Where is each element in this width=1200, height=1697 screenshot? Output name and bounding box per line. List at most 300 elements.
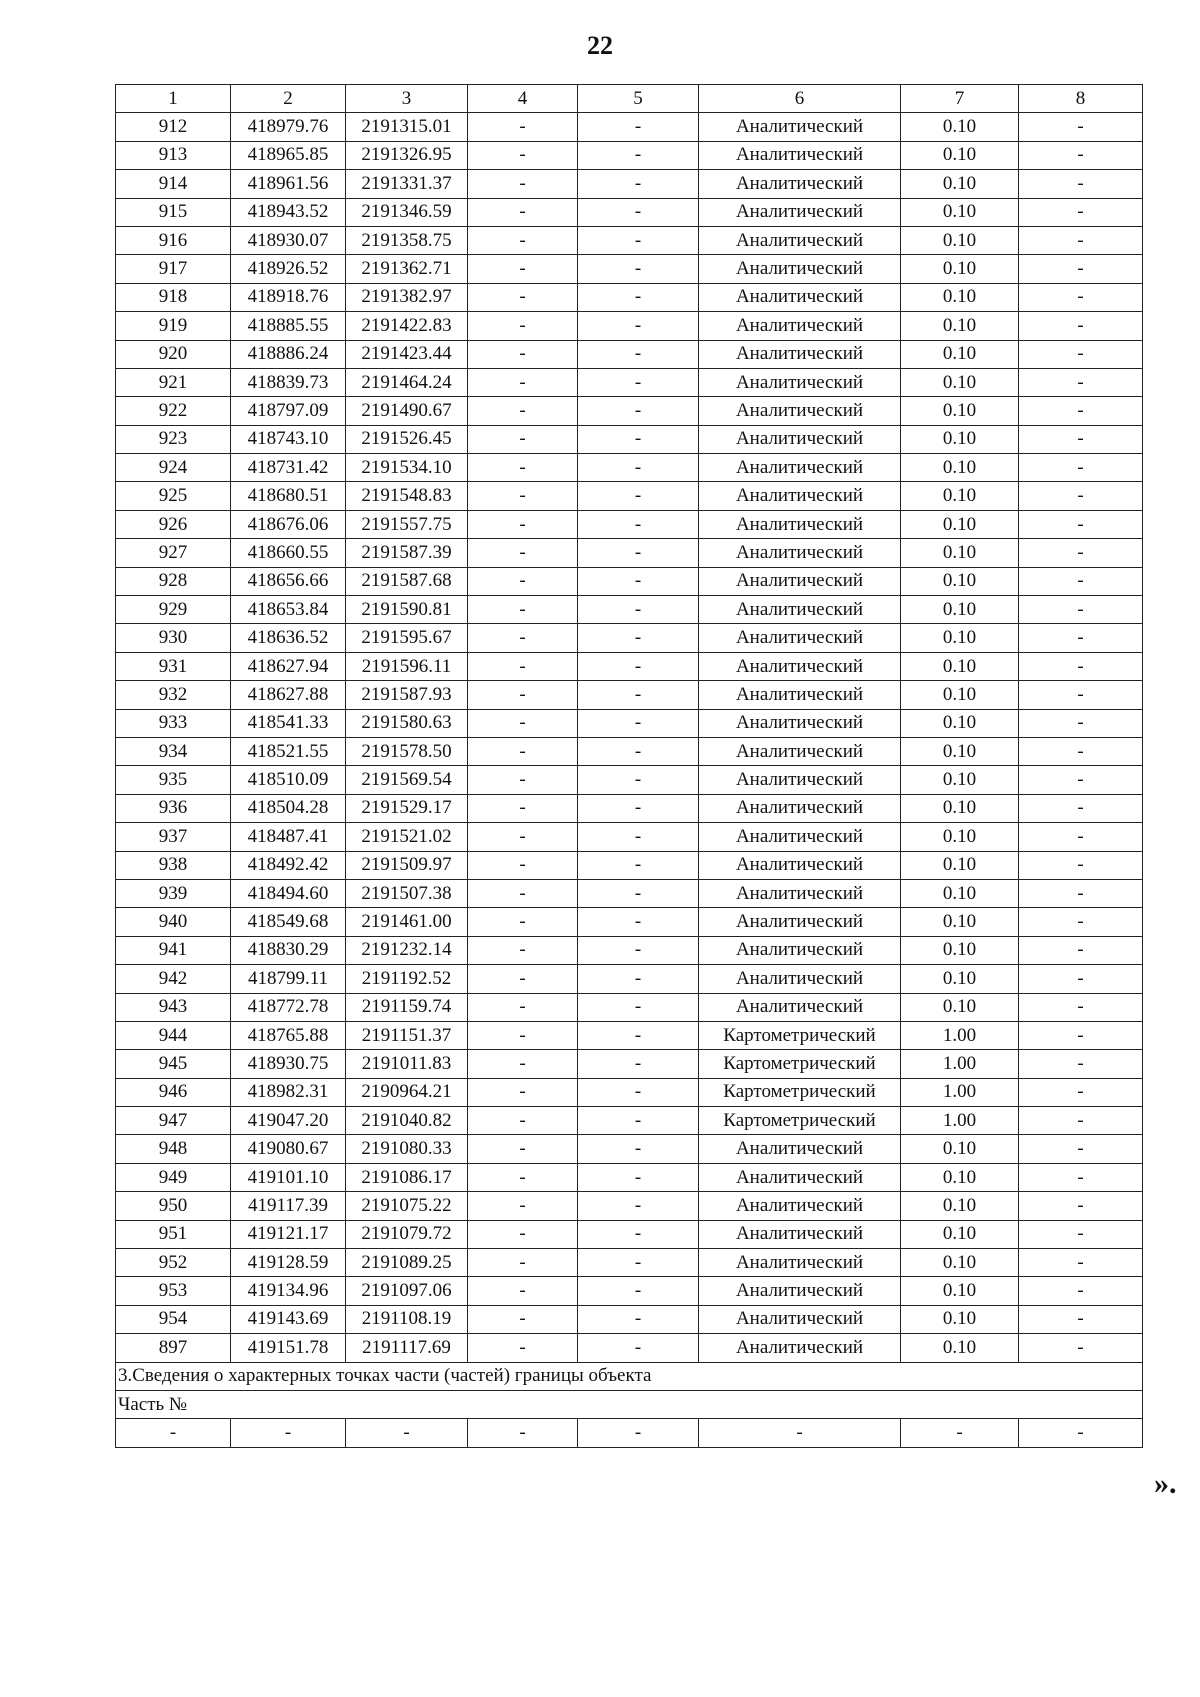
table-cell-col-7: 0.10 [901, 368, 1019, 396]
table-cell-col-3: 2191595.67 [346, 624, 468, 652]
table-cell-col-6: Аналитический [699, 624, 901, 652]
table-cell-col-4: - [468, 737, 578, 765]
table-row [116, 794, 1143, 822]
table-cell-col-3: 2191117.69 [346, 1334, 468, 1362]
table-row [116, 1334, 1143, 1362]
table-cell-col-7: - [901, 1419, 1019, 1447]
table-cell-col-7: 0.10 [901, 226, 1019, 254]
table-cell-col-5: - [578, 312, 699, 340]
table-cell-col-2: 418731.42 [231, 454, 346, 482]
table-cell-col-1: 936 [116, 794, 231, 822]
table-row [116, 482, 1143, 510]
table-row [116, 936, 1143, 964]
table-cell-col-2: 418930.07 [231, 226, 346, 254]
table-cell-col-5: - [578, 652, 699, 680]
table-cell-col-5: - [578, 1277, 699, 1305]
table-cell-col-7: 0.10 [901, 1334, 1019, 1362]
table-cell-col-4: - [468, 198, 578, 226]
table-cell-col-6: Картометрический [699, 1021, 901, 1049]
table-cell-col-8: - [1019, 1021, 1143, 1049]
table-cell-col-4: 4 [468, 85, 578, 113]
table-cell-col-1: 921 [116, 368, 231, 396]
table-cell-col-4: - [468, 766, 578, 794]
table-cell-col-6: Картометрический [699, 1107, 901, 1135]
table-cell-col-4: - [468, 1021, 578, 1049]
table-cell-col-2: 418541.33 [231, 709, 346, 737]
table-cell-col-6: Аналитический [699, 425, 901, 453]
table-cell-col-8: - [1019, 226, 1143, 254]
table-cell-col-7: 0.10 [901, 936, 1019, 964]
table-row [116, 198, 1143, 226]
table-cell-col-1: 913 [116, 141, 231, 169]
table-row [116, 113, 1143, 141]
table-cell-col-4: - [468, 652, 578, 680]
table-cell-col-7: 0.10 [901, 255, 1019, 283]
table-cell-col-8: - [1019, 794, 1143, 822]
table-cell-col-7: 0.10 [901, 965, 1019, 993]
table-cell-col-7: 0.10 [901, 993, 1019, 1021]
table-cell-col-4: - [468, 1050, 578, 1078]
table-row [116, 255, 1143, 283]
table-cell-col-4: - [468, 1220, 578, 1248]
table-cell-col-2: 418549.68 [231, 908, 346, 936]
table-cell-col-1: 919 [116, 312, 231, 340]
table-row [116, 425, 1143, 453]
table-cell-col-1: 943 [116, 993, 231, 1021]
table-cell-col-2: 418510.09 [231, 766, 346, 794]
table-cell-col-4: - [468, 567, 578, 595]
table-cell-col-5: - [578, 1050, 699, 1078]
table-cell-col-2: 419151.78 [231, 1334, 346, 1362]
table-cell-col-1: 929 [116, 596, 231, 624]
table-body [116, 85, 1143, 1448]
table-cell-col-1: 931 [116, 652, 231, 680]
table-cell-col-6: Аналитический [699, 539, 901, 567]
table-cell-col-6: Аналитический [699, 823, 901, 851]
table-cell-col-3: - [346, 1419, 468, 1447]
table-cell-col-6: 6 [699, 85, 901, 113]
table-cell-col-2: - [231, 1419, 346, 1447]
table-row [116, 1021, 1143, 1049]
table-cell-col-2: 418982.31 [231, 1078, 346, 1106]
table-cell-col-2: 418961.56 [231, 170, 346, 198]
table-cell-col-8: - [1019, 993, 1143, 1021]
table-row [116, 1277, 1143, 1305]
table-cell-col-3: 2191232.14 [346, 936, 468, 964]
table-cell-col-7: 0.10 [901, 425, 1019, 453]
table-cell-col-5: - [578, 255, 699, 283]
table-cell-col-3: 2191192.52 [346, 965, 468, 993]
table-cell-col-1: 926 [116, 510, 231, 538]
table-cell-col-1: 949 [116, 1163, 231, 1191]
table-cell-col-6: Аналитический [699, 993, 901, 1021]
table-cell-col-8: - [1019, 567, 1143, 595]
closing-quote: ». [1154, 1467, 1177, 1500]
table-cell-col-7: 0.10 [901, 1163, 1019, 1191]
table-row [116, 993, 1143, 1021]
table-cell-col-7: 1.00 [901, 1107, 1019, 1135]
table-cell-col-8: - [1019, 936, 1143, 964]
table-row [116, 709, 1143, 737]
table-cell-col-3: 2191464.24 [346, 368, 468, 396]
table-cell-col-3: 2190964.21 [346, 1078, 468, 1106]
table-cell-col-5: - [578, 1107, 699, 1135]
table-cell-col-6: Аналитический [699, 681, 901, 709]
table-cell-col-5: - [578, 454, 699, 482]
table-cell-col-2: 419117.39 [231, 1192, 346, 1220]
table-cell-col-4: - [468, 312, 578, 340]
table-cell-col-7: 7 [901, 85, 1019, 113]
table-cell-col-1: 937 [116, 823, 231, 851]
table-row [116, 766, 1143, 794]
table-cell-col-4: - [468, 1249, 578, 1277]
table-cell-col-6: Аналитический [699, 170, 901, 198]
table-cell-col-1: 920 [116, 340, 231, 368]
table-cell-col-1: 947 [116, 1107, 231, 1135]
table-cell-col-3: 2191548.83 [346, 482, 468, 510]
table-cell-col-7: 1.00 [901, 1021, 1019, 1049]
table-row [116, 823, 1143, 851]
table-cell-col-1: 917 [116, 255, 231, 283]
table-cell-col-8: - [1019, 539, 1143, 567]
table-cell-col-1: 915 [116, 198, 231, 226]
table-cell-col-3: 2191075.22 [346, 1192, 468, 1220]
table-cell-col-8: - [1019, 255, 1143, 283]
table-cell-col-5: - [578, 198, 699, 226]
table-cell-col-4: - [468, 170, 578, 198]
table-cell-col-6: Аналитический [699, 255, 901, 283]
table-cell-col-6: Аналитический [699, 340, 901, 368]
table-cell-col-8: - [1019, 141, 1143, 169]
table-cell-col-5: - [578, 425, 699, 453]
table-cell-col-2: 418680.51 [231, 482, 346, 510]
table-cell-col-6: Аналитический [699, 1163, 901, 1191]
table-cell-col-4: - [468, 482, 578, 510]
table-cell-col-4: - [468, 965, 578, 993]
table-cell-col-8: - [1019, 340, 1143, 368]
table-cell-col-8: - [1019, 397, 1143, 425]
table-cell-col-4: - [468, 908, 578, 936]
table-cell-col-8: - [1019, 1220, 1143, 1248]
table-cell-col-3: 2191461.00 [346, 908, 468, 936]
table-cell-col-8: - [1019, 1277, 1143, 1305]
table-cell-col-6: Аналитический [699, 1305, 901, 1333]
table-cell-col-3: 2191580.63 [346, 709, 468, 737]
table-cell-col-3: 2191097.06 [346, 1277, 468, 1305]
table-cell-col-3: 2191587.93 [346, 681, 468, 709]
table-row [116, 539, 1143, 567]
table-cell-col-1: 938 [116, 851, 231, 879]
table-cell-col-3: 2191423.44 [346, 340, 468, 368]
table-cell-col-3: 2191089.25 [346, 1249, 468, 1277]
table-cell-col-6: Аналитический [699, 1277, 901, 1305]
table-cell-col-5: - [578, 1334, 699, 1362]
table-cell-col-8: - [1019, 283, 1143, 311]
table-cell-col-3: 2191346.59 [346, 198, 468, 226]
table-cell-col-7: 0.10 [901, 766, 1019, 794]
coordinates-table [115, 84, 1143, 1448]
table-cell-col-8: - [1019, 1107, 1143, 1135]
table-cell-col-4: - [468, 794, 578, 822]
table-row [116, 965, 1143, 993]
table-cell-col-3: 2191382.97 [346, 283, 468, 311]
table-cell-col-5: - [578, 624, 699, 652]
table-cell-col-4: - [468, 1135, 578, 1163]
table-row [116, 226, 1143, 254]
table-cell-col-5: - [578, 397, 699, 425]
table-cell-col-4: - [468, 1305, 578, 1333]
table-cell-col-1: 940 [116, 908, 231, 936]
table-cell-col-4: - [468, 879, 578, 907]
table-cell-col-4: - [468, 1163, 578, 1191]
table-cell-col-5: - [578, 766, 699, 794]
table-cell-col-8: - [1019, 113, 1143, 141]
table-cell-col-5: - [578, 851, 699, 879]
table-cell-col-3: 2191529.17 [346, 794, 468, 822]
table-cell-col-1: - [116, 1419, 231, 1447]
table-cell-col-3: 2191159.74 [346, 993, 468, 1021]
table-cell-col-7: 0.10 [901, 624, 1019, 652]
table-cell-col-6: Аналитический [699, 965, 901, 993]
table-cell-col-4: - [468, 539, 578, 567]
table-cell-col-3: 2191590.81 [346, 596, 468, 624]
table-cell-col-2: 418656.66 [231, 567, 346, 595]
table-cell-col-5: - [578, 567, 699, 595]
table-cell-col-4: - [468, 425, 578, 453]
table-cell-col-5: - [578, 737, 699, 765]
table-cell-col-5: - [578, 681, 699, 709]
table-row [116, 1192, 1143, 1220]
table-cell-col-5: - [578, 1220, 699, 1248]
table-cell-col-8: - [1019, 170, 1143, 198]
table-cell-col-8: - [1019, 1334, 1143, 1362]
table-cell-col-5: - [578, 170, 699, 198]
table-cell-col-5: - [578, 539, 699, 567]
table-cell-col-2: 419080.67 [231, 1135, 346, 1163]
table-cell-col-7: 0.10 [901, 1192, 1019, 1220]
table-cell-col-3: 2191526.45 [346, 425, 468, 453]
table-cell-col-7: 0.10 [901, 454, 1019, 482]
table-cell-col-5: - [578, 1021, 699, 1049]
table-row [116, 283, 1143, 311]
table-cell-col-4: - [468, 993, 578, 1021]
table-cell-col-5: - [578, 1419, 699, 1447]
table-cell-col-8: - [1019, 1163, 1143, 1191]
table-cell-col-6: Аналитический [699, 226, 901, 254]
table-cell-col-4: - [468, 1334, 578, 1362]
table-cell-col-4: - [468, 368, 578, 396]
table-row [116, 1078, 1143, 1106]
table-final-row [116, 1419, 1143, 1447]
table-row [116, 624, 1143, 652]
table-cell-col-4: - [468, 454, 578, 482]
table-cell-col-6: Аналитический [699, 709, 901, 737]
table-cell-col-6: Аналитический [699, 312, 901, 340]
table-cell-col-8: - [1019, 737, 1143, 765]
table-cell-col-4: - [468, 936, 578, 964]
table-cell-col-6: Аналитический [699, 652, 901, 680]
table-cell-col-6: Аналитический [699, 794, 901, 822]
table-cell-col-5: - [578, 1135, 699, 1163]
table-row [116, 1305, 1143, 1333]
part-label-row [116, 1390, 1143, 1418]
table-cell-col-4: - [468, 851, 578, 879]
table-cell-col-8: - [1019, 851, 1143, 879]
table-cell-col-3: 2191326.95 [346, 141, 468, 169]
table-cell-col-7: 0.10 [901, 397, 1019, 425]
table-cell-col-1: 916 [116, 226, 231, 254]
table-cell-col-5: - [578, 1249, 699, 1277]
table-cell-col-7: 0.10 [901, 596, 1019, 624]
table-cell-col-7: 0.10 [901, 1220, 1019, 1248]
table-cell-col-2: 418627.94 [231, 652, 346, 680]
table-cell-col-1: 927 [116, 539, 231, 567]
table-cell-col-4: - [468, 113, 578, 141]
table-cell-col-8: - [1019, 823, 1143, 851]
table-cell-col-8: - [1019, 1192, 1143, 1220]
table-cell-col-4: - [468, 340, 578, 368]
table-cell-col-6: Аналитический [699, 368, 901, 396]
table-cell-col-2: 419134.96 [231, 1277, 346, 1305]
table-cell-col-1: 954 [116, 1305, 231, 1333]
table-cell-col-5: - [578, 709, 699, 737]
table-cell-col-7: 0.10 [901, 652, 1019, 680]
table-cell-col-2: 418492.42 [231, 851, 346, 879]
table-cell-col-2: 418886.24 [231, 340, 346, 368]
table-cell-col-2: 418653.84 [231, 596, 346, 624]
table-cell-col-8: 8 [1019, 85, 1143, 113]
table-cell-col-8: - [1019, 652, 1143, 680]
table-cell-col-6: Аналитический [699, 113, 901, 141]
table-cell-col-4: - [468, 255, 578, 283]
table-cell-col-6: Аналитический [699, 879, 901, 907]
table-cell-col-2: 418943.52 [231, 198, 346, 226]
table-cell-col-1: 945 [116, 1050, 231, 1078]
table-cell-col-2: 418743.10 [231, 425, 346, 453]
table-cell-col-1: 950 [116, 1192, 231, 1220]
table-cell-col-7: 0.10 [901, 113, 1019, 141]
table-cell-col-5: - [578, 113, 699, 141]
table-cell-col-6: Аналитический [699, 283, 901, 311]
table-row [116, 851, 1143, 879]
table-cell-col-3: 2191358.75 [346, 226, 468, 254]
table-cell-col-7: 0.10 [901, 908, 1019, 936]
table-cell-col-2: 418926.52 [231, 255, 346, 283]
table-row [116, 879, 1143, 907]
table-cell-col-5: - [578, 965, 699, 993]
table-cell-col-2: 418839.73 [231, 368, 346, 396]
table-cell-col-8: - [1019, 482, 1143, 510]
table-cell-col-8: - [1019, 908, 1143, 936]
table-cell-col-1: 925 [116, 482, 231, 510]
table-cell-col-8: - [1019, 198, 1143, 226]
table-cell-col-2: 418676.06 [231, 510, 346, 538]
table-cell-col-4: - [468, 1277, 578, 1305]
table-row [116, 312, 1143, 340]
table-cell-col-8: - [1019, 1078, 1143, 1106]
table-cell-col-7: 0.10 [901, 539, 1019, 567]
table-cell-col-8: - [1019, 368, 1143, 396]
table-row [116, 1249, 1143, 1277]
table-cell-col-5: - [578, 879, 699, 907]
table-cell-col-2: 418797.09 [231, 397, 346, 425]
table-cell-col-1: 918 [116, 283, 231, 311]
table-cell-col-7: 0.10 [901, 482, 1019, 510]
table-cell-col-5: - [578, 340, 699, 368]
table-cell-col-7: 0.10 [901, 283, 1019, 311]
table-cell-col-2: 419101.10 [231, 1163, 346, 1191]
table-cell-col-1: 922 [116, 397, 231, 425]
table-cell-col-6: Картометрический [699, 1078, 901, 1106]
table-cell-col-2: 418765.88 [231, 1021, 346, 1049]
table-cell-col-6: Аналитический [699, 482, 901, 510]
table-cell-col-5: - [578, 141, 699, 169]
table-cell-col-8: - [1019, 1135, 1143, 1163]
table-cell-col-2: 418627.88 [231, 681, 346, 709]
table-row [116, 368, 1143, 396]
table-cell-col-6: Аналитический [699, 737, 901, 765]
table-cell-col-3: 2191569.54 [346, 766, 468, 794]
table-cell-col-7: 0.10 [901, 510, 1019, 538]
table-cell-col-3: 2191362.71 [346, 255, 468, 283]
table-cell-col-2: 418660.55 [231, 539, 346, 567]
table-cell-col-5: - [578, 226, 699, 254]
table-cell-col-6: Аналитический [699, 1334, 901, 1362]
section-title-row [116, 1362, 1143, 1390]
table-cell-col-7: 0.10 [901, 823, 1019, 851]
table-row [116, 737, 1143, 765]
table-cell-col-3: 2191578.50 [346, 737, 468, 765]
table-cell-col-6: Аналитический [699, 1249, 901, 1277]
table-cell-col-6: Аналитический [699, 141, 901, 169]
table-cell-col-6: Аналитический [699, 1135, 901, 1163]
table-cell-col-8: - [1019, 1249, 1143, 1277]
table-cell-col-6: Аналитический [699, 454, 901, 482]
table-cell-col-6: Аналитический [699, 766, 901, 794]
table-cell-col-7: 0.10 [901, 851, 1019, 879]
table-cell-col-5: - [578, 596, 699, 624]
table-cell-col-5: - [578, 482, 699, 510]
table-cell-col-4: - [468, 709, 578, 737]
table-cell-col-2: 418885.55 [231, 312, 346, 340]
table-cell-col-3: 2191331.37 [346, 170, 468, 198]
table-cell-col-3: 2191521.02 [346, 823, 468, 851]
table-cell-col-8: - [1019, 454, 1143, 482]
table-cell-col-4: - [468, 397, 578, 425]
table-cell-col-7: 0.10 [901, 567, 1019, 595]
table-row [116, 340, 1143, 368]
table-header-row [116, 85, 1143, 113]
table-cell-col-3: 2191108.19 [346, 1305, 468, 1333]
table-cell-col-1: 923 [116, 425, 231, 453]
table-cell-col-7: 0.10 [901, 681, 1019, 709]
table-cell-col-2: 419121.17 [231, 1220, 346, 1248]
table-cell-col-4: - [468, 1107, 578, 1135]
table-cell-col-8: - [1019, 879, 1143, 907]
table-cell-col-5: - [578, 1305, 699, 1333]
table-row [116, 567, 1143, 595]
table-cell-col-6: - [699, 1419, 901, 1447]
table-cell-col-5: - [578, 1078, 699, 1106]
table-cell-col-1: 897 [116, 1334, 231, 1362]
table-cell-col-7: 0.10 [901, 312, 1019, 340]
table-cell-col-2: 418799.11 [231, 965, 346, 993]
table-cell-col-2: 418918.76 [231, 283, 346, 311]
table-cell-col-1: 939 [116, 879, 231, 907]
table-row [116, 397, 1143, 425]
table-cell-col-6: Аналитический [699, 936, 901, 964]
table-row [116, 1220, 1143, 1248]
